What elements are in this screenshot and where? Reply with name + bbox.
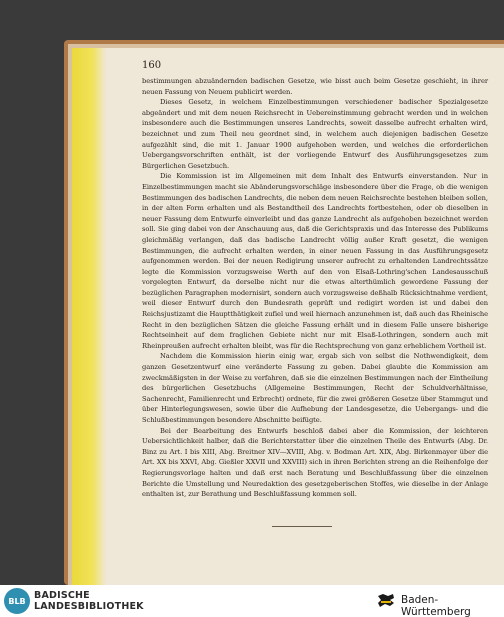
footer-bar — [0, 585, 504, 617]
paragraph: Die Kommission ist im Allgemeinen mit dem Inhalt des Entwurfs einverstanden. Nur in Einzelbestimmungen macht sie Abänderungsvorschläge insbesondere über die Frage, ob die wenigen Bestimmungen des badischen Landrechts, die neben dem neuen Reichsrechte bestehen bleiben sollen, in der alten Form erhalten und als Bestandtheil des Landrechts fortbestehen, oder ob dieselben in neuer Fassung dem Entwurfe einverleibt und das ganze Landrecht als aufgehoben bezeichnet werden soll. Sie ging dabei von der Anschauung aus, daß die Gerichtspraxis und das Interesse des Publikums gleichmäßig verlangen, daß das badische Landrecht völlig außer Kraft gesetzt, die wenigen Bestimmungen, die aufrecht erhalten werden, in einer neuen Fassung in das Ausführungsgesetz aufgenommen werden. Bei der neuen Redigirung unserer aufrecht zu erhaltenden Landrechtssätze legte die Kommission vorzugsweise Werth auf den von Elsaß-Lothring'schen Landesausschuß vorgelegten Entwurf, da derselbe nicht nur die etwas alterthümlich gewordene Fassung der bezüglichen Paragraphen modernisirt, sondern auch vorzugsweise deßhalb Rücksichtnahme verdient, weil dieser Entwurf durch den Bundesrath geprüft und redigirt worden ist und dabei den Reichsjustizamt die Hauptthätigkeit zufiel und weil hiernach anzunehmen ist, daß auch das Rheinische Recht in den bezüglichen Sätzen die gleiche Fassung erhält und in diesem Falle unsere bisherige Rechtseinheit auf dem fraglichen Gebiete nicht nur mit Elsaß-Lothringen, sondern auch mit Rheinpreußen aufrecht erhalten bleibt, was für die Rechtsprechung von ganz erheblichem Vortheil ist. — [142, 172, 488, 350]
page-number: 160 — [142, 60, 162, 71]
paragraph: Dieses Gesetz, in welchem Einzelbestimmungen verschiedener badischer Spezialgesetze abgeändert und mit dem neuen Reichsrecht in Uebereinstimmung gebracht werden und in welchen insbesondere auch die Bestimmungen unseres Landrechts, soweit dasselbe aufrecht erhalten wird, bezeichnet und zum Theil neu geordnet sind, in welchem auch diejenigen badischen Gesetze aufgezählt sind, die mit 1. Januar 1900 aufgehoben werden, und welches die erforderlichen Uebergangsvorschriften enthält, ist der vorliegende Entwurf des Ausführungsgesetzes zum Bürgerlichen Gesetzbuch. — [142, 98, 488, 170]
baden-wuerttemberg-label[interactable]: Baden-Württemberg — [401, 594, 471, 617]
page-gutter — [72, 48, 106, 585]
paragraph: Nachdem die Kommission hierin einig war, ergab sich von selbst die Nothwendigkeit, dem ganzen Gesetzentwurf eine veränderte Fassung zu geben. Dabei glaubte die Kommission am zweckmäßigsten in der Weise zu verfahren, daß sie die einzelnen Bestimmungen nach der Eintheilung des bürgerlichen Gesetzbuchs (Allgemeine Bestimmungen, Recht der Schuldverhältnisse, Sachenrecht, Familienrecht und Erbrecht) ordnete, für die zwei größeren Gesetze über Stammgut und über Hinterlegungswesen, sowie über die Aufhebung der Landesgesetze, die Uebergangs- und die Schlußbestimmungen besondere Abschnitte beifügte. — [142, 352, 488, 424]
blb-line-2: LANDESBIBLIOTHEK — [34, 601, 144, 612]
blb-logo-icon[interactable]: BLB — [4, 588, 30, 614]
blb-line-1: BADISCHE — [34, 590, 90, 601]
section-rule — [272, 526, 332, 527]
paragraph: bestimmungen abzuändernden badischen Gesetze, wie bisst auch beim Gesetze geschieht, in ihrer neuen Fassung von Neuem publicirt werden. — [142, 77, 488, 96]
baden-wuerttemberg-crest-icon[interactable] — [375, 592, 397, 610]
page-text — [142, 76, 488, 500]
blb-library-name[interactable] — [34, 590, 144, 612]
paragraph: Bei der Bearbeitung des Entwurfs beschloß dabei aber die Kommission, der leichteren Uebersichtlichkeit halber, daß die Berichterstatter über die einzelnen Theile des Entwurfs (Abg. Dr. Binz zu Art. I bis XIII, Abg. Breitner XIV—XVIII, Abg. v. Bodman Art. XIX, Abg. Birkenmayer über die Art. XX bis XXVI, Abg. Gießler XXVII und XXVIII) sich in ihren Berichten streng an die Reihenfolge der Regierungsvorlage halten und daß erst nach Beratung und Beschlußfassung über die einzelnen Berichte die Umstellung und Neuredaktion des gesetzgeberischen Stoffes, wie dieselbe in der Anlage enthalten ist, zur Berathung und Beschlußfassung kommen soll. — [142, 426, 488, 499]
book-page — [72, 48, 504, 585]
